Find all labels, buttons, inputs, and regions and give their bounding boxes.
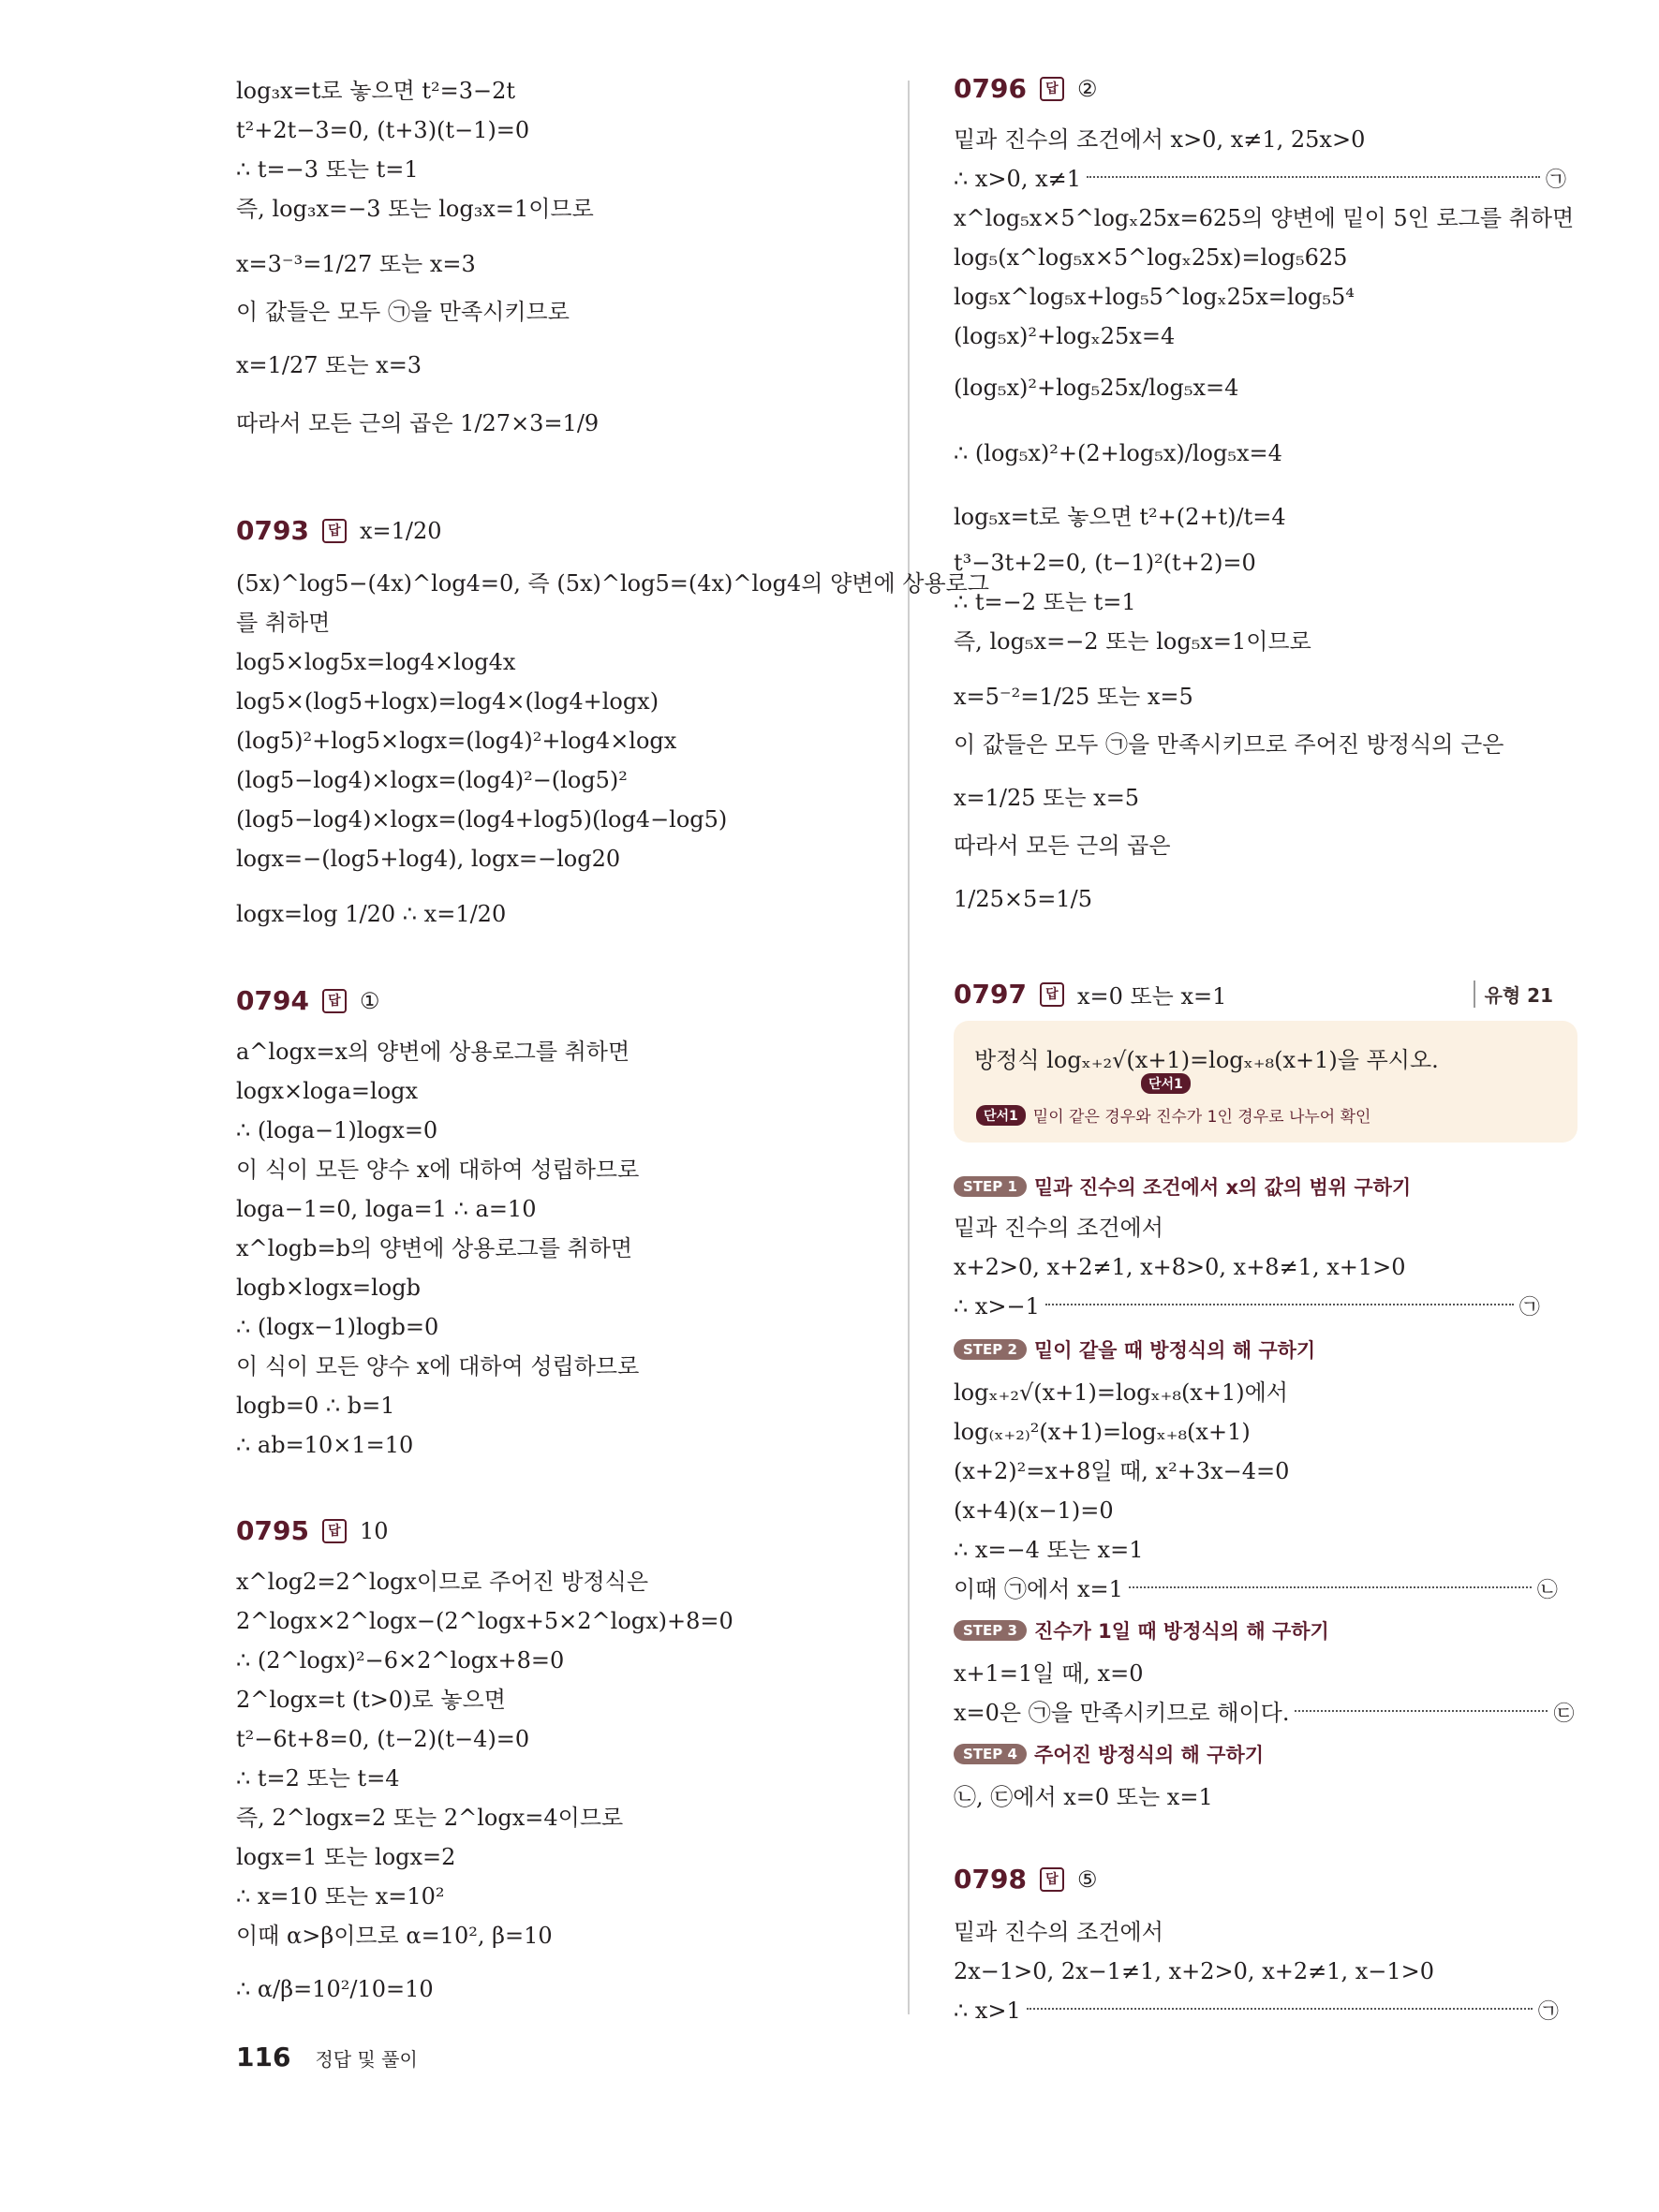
condition-text: ∴ x>0, x≠1 — [954, 166, 1081, 192]
step-title: 밑과 진수의 조건에서 x의 값의 범위 구하기 — [1033, 1176, 1412, 1199]
solution-line: (log5−log4)×logx=(log4+log5)(log4−log5) — [236, 806, 728, 833]
step-title: 주어진 방정식의 해 구하기 — [1033, 1744, 1265, 1766]
solution-line: ∴ α/β=10²/10=10 — [236, 1976, 434, 2002]
solution-line: log₅x^log₅x+log₅5^logₓ25x=log₅5⁴ — [954, 284, 1355, 310]
solution-line: log₍ₓ₊₂₎²(x+1)=logₓ₊₈(x+1) — [954, 1419, 1251, 1445]
problem-number: 0796 — [954, 73, 1027, 104]
step-title: 밑이 같을 때 방정식의 해 구하기 — [1033, 1339, 1316, 1362]
step-3-header — [954, 1616, 1329, 1644]
page-number: 116 — [236, 2042, 291, 2072]
problem-statement-box — [954, 1021, 1578, 1143]
solution-line: logb=0 ∴ b=1 — [236, 1393, 395, 1419]
problem-header-0797 — [954, 978, 1578, 1010]
problem-number: 0795 — [236, 1515, 309, 1546]
solution-line: 이 값들은 모두 ㉠을 만족시키므로 주어진 방정식의 근은 — [954, 731, 1504, 758]
step-badge: STEP 3 — [954, 1620, 1027, 1641]
answer-value: ⑤ — [1076, 1865, 1098, 1893]
step-badge: STEP 4 — [954, 1744, 1027, 1764]
leader-dots — [1129, 1586, 1532, 1588]
problem-header-0798 — [954, 1864, 1097, 1895]
solution-line: 따라서 모든 근의 곱은 — [954, 833, 1171, 859]
column-divider — [908, 81, 910, 2014]
solution-line: t²+2t−3=0, (t+3)(t−1)=0 — [236, 117, 530, 143]
problem-statement: 방정식 logₓ₊₂√(x+1)=logₓ₊₈(x+1)을 푸시오. — [974, 1047, 1439, 1073]
leader-dots — [1027, 2008, 1533, 2010]
solution-line: x+2>0, x+2≠1, x+8>0, x+8≠1, x+1>0 — [954, 1254, 1406, 1280]
leader-dots — [1087, 176, 1540, 178]
answer-value: x=0 또는 x=1 — [1076, 983, 1227, 1010]
condition-line — [954, 1290, 1578, 1322]
solution-line: 1/25×5=1/5 — [954, 886, 1093, 912]
solution-line: logx=log 1/20 ∴ x=1/20 — [236, 901, 507, 927]
solution-line: ∴ ab=10×1=10 — [236, 1432, 414, 1458]
footer-label: 정답 및 풀이 — [315, 2048, 418, 2071]
problem-header-0793 — [236, 515, 441, 546]
answer-badge: 답 — [1040, 77, 1064, 101]
solution-line: 밑과 진수의 조건에서 — [954, 1919, 1163, 1945]
answer-badge: 답 — [322, 1519, 347, 1543]
solution-line: log₃x=t로 놓으면 t²=3−2t — [236, 78, 516, 104]
condition-line — [954, 163, 1578, 195]
problem-number: 0793 — [236, 515, 309, 546]
problem-number: 0794 — [236, 985, 309, 1016]
solution-line: log₅(x^log₅x×5^logₓ25x)=log₅625 — [954, 244, 1348, 271]
solution-line: x^log₅x×5^logₓ25x=625의 양변에 밑이 5인 로그를 취하면 — [954, 205, 1575, 231]
solution-line: (x+2)²=x+8일 때, x²+3x−4=0 — [954, 1458, 1290, 1484]
solution-line: x^logb=b의 양변에 상용로그를 취하면 — [236, 1235, 633, 1261]
solution-line: x=3⁻³=1/27 또는 x=3 — [236, 251, 476, 277]
hint-text: 밑이 같은 경우와 진수가 1인 경우로 나누어 확인 — [1032, 1108, 1371, 1127]
answer-value: x=1/20 — [359, 517, 442, 544]
answer-value: 10 — [359, 1517, 389, 1544]
solution-line: (log₅x)²+log₅25x/log₅x=4 — [954, 375, 1239, 401]
circled-mark: ㉠ — [1537, 2000, 1559, 2024]
solution-line: 이 식이 모든 양수 x에 대하여 성립하므로 — [236, 1353, 640, 1379]
answer-badge: 답 — [322, 989, 347, 1013]
solution-line: x^log2=2^logx이므로 주어진 방정식은 — [236, 1569, 649, 1595]
step-2-header — [954, 1335, 1315, 1364]
condition-text: 이때 ㉠에서 x=1 — [954, 1576, 1123, 1602]
problem-header-0795 — [236, 1515, 388, 1546]
solution-line: 2^logx=t (t>0)로 놓으면 — [236, 1687, 506, 1713]
solution-line: ㉡, ㉢에서 x=0 또는 x=1 — [954, 1784, 1213, 1810]
answer-badge: 답 — [1040, 982, 1064, 1007]
solution-line: ∴ t=−3 또는 t=1 — [236, 156, 419, 183]
solution-line: x=1/27 또는 x=3 — [236, 352, 422, 378]
step-1-header — [954, 1172, 1411, 1201]
solution-line: log5×(log5+logx)=log4×(log4+logx) — [236, 688, 659, 715]
problem-number: 0797 — [954, 979, 1027, 1010]
solution-line: (log₅x)²+logₓ25x=4 — [954, 323, 1176, 349]
solution-line: log₅x=t로 놓으면 t²+(2+t)/t=4 — [954, 504, 1286, 530]
condition-text: ∴ x>1 — [954, 1998, 1021, 2024]
problem-number: 0798 — [954, 1864, 1027, 1895]
solution-line: 즉, log₃x=−3 또는 log₃x=1이므로 — [236, 196, 594, 222]
solution-line: x+1=1일 때, x=0 — [954, 1660, 1144, 1687]
solution-line: x=1/25 또는 x=5 — [954, 785, 1140, 811]
solution-line: logx=1 또는 logx=2 — [236, 1844, 456, 1870]
solution-line: 를 취하면 — [236, 610, 331, 636]
circled-mark: ㉠ — [1518, 1296, 1540, 1320]
solution-line: t³−3t+2=0, (t−1)²(t+2)=0 — [954, 550, 1256, 576]
solution-line: 이 값들은 모두 ㉠을 만족시키므로 — [236, 299, 570, 325]
solution-line: ∴ (2^logx)²−6×2^logx+8=0 — [236, 1647, 565, 1674]
solution-line: 밑과 진수의 조건에서 — [954, 1215, 1163, 1241]
solution-line: ∴ t=−2 또는 t=1 — [954, 589, 1136, 615]
solution-line: logb×logx=logb — [236, 1275, 421, 1301]
solution-line: (log5−log4)×logx=(log4)²−(log5)² — [236, 767, 628, 793]
solution-line: a^logx=x의 양변에 상용로그를 취하면 — [236, 1039, 630, 1065]
condition-line — [954, 1697, 1578, 1729]
solution-line: 따라서 모든 근의 곱은 1/27×3=1/9 — [236, 410, 600, 436]
hint-badge: 단서1 — [976, 1105, 1026, 1126]
solution-line: ∴ x=10 또는 x=10² — [236, 1883, 445, 1910]
leader-dots — [1295, 1710, 1548, 1712]
solution-line: ∴ x=−4 또는 x=1 — [954, 1537, 1144, 1563]
solution-line: (5x)^log5−(4x)^log4=0, 즉 (5x)^log5=(4x)^log4의 양변에 상용로그 — [236, 570, 989, 597]
circled-mark: ㉢ — [1553, 1703, 1575, 1726]
answer-value: ② — [1076, 75, 1098, 102]
clue-marker: 단서1 — [1141, 1073, 1191, 1094]
condition-text: ∴ x>−1 — [954, 1293, 1040, 1320]
solution-line: x=5⁻²=1/25 또는 x=5 — [954, 684, 1193, 710]
condition-line — [954, 1573, 1578, 1605]
solution-line: ∴ (loga−1)logx=0 — [236, 1117, 438, 1143]
solution-line: 2^logx×2^logx−(2^logx+5×2^logx)+8=0 — [236, 1608, 733, 1634]
circled-mark: ㉡ — [1536, 1579, 1558, 1602]
solution-line: (log5)²+log5×logx=(log4)²+log4×logx — [236, 728, 677, 754]
condition-text: x=0은 ㉠을 만족시키므로 해이다. — [954, 1700, 1290, 1726]
solution-line: logₓ₊₂√(x+1)=logₓ₊₈(x+1)에서 — [954, 1379, 1288, 1406]
solution-line: 즉, 2^logx=2 또는 2^logx=4이므로 — [236, 1805, 624, 1831]
page-footer — [236, 2042, 418, 2072]
answer-badge: 답 — [322, 519, 347, 543]
solution-line: 밑과 진수의 조건에서 x>0, x≠1, 25x>0 — [954, 126, 1366, 153]
solution-line: log5×log5x=log4×log4x — [236, 649, 516, 675]
answer-badge: 답 — [1040, 1867, 1064, 1892]
solution-line: 2x−1>0, 2x−1≠1, x+2>0, x+2≠1, x−1>0 — [954, 1958, 1435, 1984]
condition-line — [954, 1995, 1578, 2027]
answer-value: ① — [359, 987, 380, 1014]
solution-line: (x+4)(x−1)=0 — [954, 1497, 1114, 1524]
hint-row — [976, 1103, 1370, 1127]
step-4-header — [954, 1740, 1264, 1768]
solution-line: ∴ t=2 또는 t=4 — [236, 1765, 400, 1792]
step-badge: STEP 2 — [954, 1339, 1027, 1360]
solution-line: t²−6t+8=0, (t−2)(t−4)=0 — [236, 1726, 530, 1752]
circled-mark: ㉠ — [1545, 169, 1566, 192]
step-badge: STEP 1 — [954, 1176, 1027, 1197]
problem-header-0794 — [236, 985, 379, 1016]
solution-line: logx×loga=logx — [236, 1078, 419, 1104]
problem-header-0796 — [954, 73, 1097, 104]
solution-line: 이때 α>β이므로 α=10², β=10 — [236, 1923, 553, 1949]
solution-line: 즉, log₅x=−2 또는 log₅x=1이므로 — [954, 628, 1311, 655]
step-title: 진수가 1일 때 방정식의 해 구하기 — [1033, 1620, 1329, 1643]
leader-dots — [1045, 1304, 1514, 1305]
solution-line: 이 식이 모든 양수 x에 대하여 성립하므로 — [236, 1157, 640, 1183]
solution-line: logx=−(log5+log4), logx=−log20 — [236, 846, 621, 872]
type-tag: 유형 21 — [1474, 981, 1553, 1008]
solution-line: ∴ (logx−1)logb=0 — [236, 1314, 439, 1340]
solution-line: ∴ (log₅x)²+(2+log₅x)/log₅x=4 — [954, 440, 1282, 466]
solution-line: loga−1=0, loga=1 ∴ a=10 — [236, 1196, 537, 1222]
